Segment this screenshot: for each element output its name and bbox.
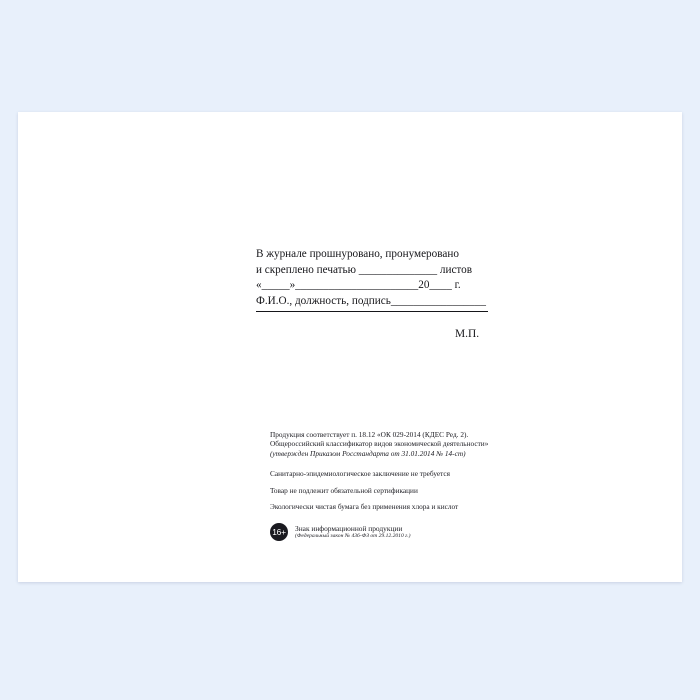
certification-line-4: Ф.И.О., должность, подпись_________________: [256, 294, 486, 307]
legal-line-3: (утвержден Приказом Росстандарта от 31.01.2014 № 14-ст): [270, 448, 466, 458]
legal-block: [270, 430, 600, 511]
age-rating-subtitle: (Федеральный закон № 436-ФЗ от 29.12.2010 г.): [295, 533, 411, 539]
signature-rule: [256, 311, 488, 312]
age-rating-text: [295, 524, 411, 541]
legal-notice-3: Экологически чистая бумага без применения хлора и кислот: [270, 502, 459, 512]
legal-spacer-3: [270, 495, 600, 502]
page-sheet: [18, 112, 682, 582]
stamp-mark-label: М.П.: [455, 328, 480, 340]
legal-spacer-1: [270, 458, 600, 469]
legal-spacer-2: [270, 479, 600, 486]
certification-line-3: «_____»______________________20____ г.: [256, 279, 461, 291]
certification-block: [256, 247, 556, 312]
legal-notice-1: Санитарно-эпидемиологическое заключение не требуется: [270, 469, 451, 479]
legal-line-2: Общероссийский классификатор видов экономической деятельности»: [270, 439, 489, 449]
certification-line-1: В журнале прошнуровано, пронумеровано: [256, 248, 459, 260]
age-rating-row: [270, 523, 411, 541]
age-rating-title: Знак информационной продукции: [295, 523, 403, 533]
certification-line-2: и скреплено печатью ______________ листов: [256, 263, 473, 276]
age-rating-badge-icon: 16+: [270, 523, 288, 541]
legal-notice-2: Товар не подлежит обязательной сертификации: [270, 485, 418, 495]
legal-line-1: Продукция соответствует п. 18.12 «ОК 029-2014 (КДЕС Ред. 2).: [270, 430, 469, 439]
